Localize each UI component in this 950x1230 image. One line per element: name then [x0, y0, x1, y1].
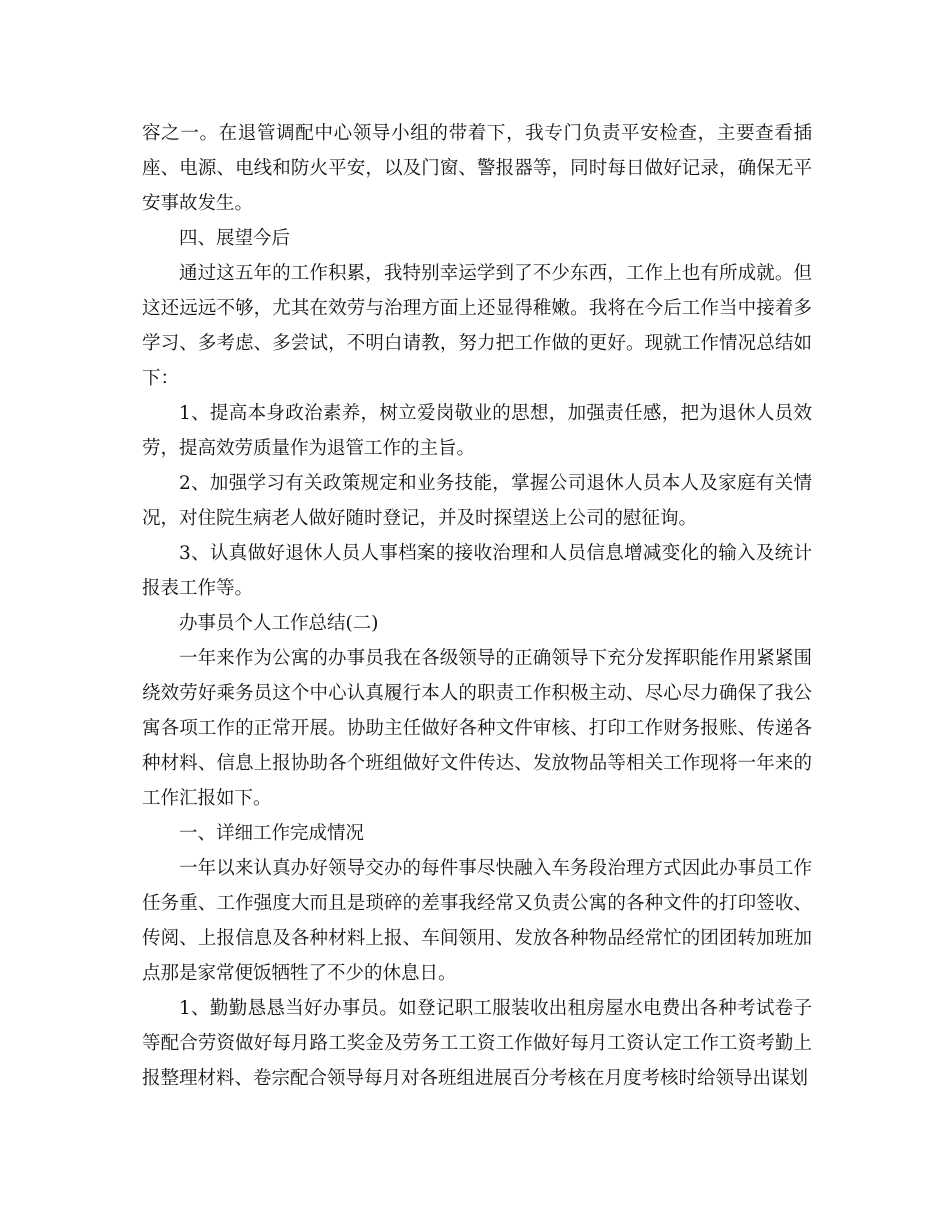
- paragraph-10: 一年以来认真办好领导交办的每件事尽快融入车务段治理方式因此办事员工作任务重、工作强度大而且是琐碎的差事我经常又负责公寓的各种文件的打印签收、传阅、上报信息及各种材料上报、车间领用、发放各种物品经常忙的团团转加班加点那是家常便饭牺牲了不少的休息日。: [142, 858, 812, 984]
- section-heading-work-status: 一、详细工作完成情况: [179, 823, 365, 844]
- paragraph-11: 1、勤勤恳恳当好办事员。如登记职工服装收出租房屋水电费出各种考试卷子等配合劳资做好每月路工奖金及劳务工工资工作做好每月工资认定工作工资考勤上报整理材料、卷宗配合领导每月对各班组进展百分考核在月度考核时给领导出谋划: [142, 998, 812, 1089]
- list-item-1: 1、提高本身政治素养，树立爱岗敬业的思想，加强责任感，把为退休人员效劳，提高效劳质量作为退管工作的主旨。: [142, 403, 812, 459]
- paragraph-8: 一年来作为公寓的办事员我在各级领导的正确领导下充分发挥职能作用紧紧围绕效劳好乘务员这个中心认真履行本人的职责工作积极主动、尽心尽力确保了我公寓各项工作的正常开展。协助主任做好各种文件审核、打印工作财务报账、传递各种材料、信息上报协助各个班组做好文件传达、发放物品等相关工作现将一年来的工作汇报如下。: [142, 648, 812, 809]
- document-body: [142, 116, 812, 1096]
- list-item-2: 2、加强学习有关政策规定和业务技能，掌握公司退休人员本人及家庭有关情况，对住院生病老人做好随时登记，并及时探望送上公司的慰征询。: [142, 473, 812, 529]
- paragraph-3: 通过这五年的工作积累，我特别幸运学到了不少东西，工作上也有所成就。但这还远远不够，尤其在效劳与治理方面上还显得稚嫩。我将在今后工作当中接着多学习、多考虑、多尝试，不明白请教，努力把工作做的更好。现就工作情况总结如下：: [142, 263, 812, 389]
- document-subtitle: 办事员个人工作总结(二): [179, 613, 379, 634]
- list-item-3: 3、认真做好退休人员人事档案的接收治理和人员信息增减变化的输入及统计报表工作等。: [142, 543, 812, 599]
- paragraph-1: 容之一。在退管调配中心领导小组的带着下，我专门负责平安检查，主要查看插座、电源、电线和防火平安，以及门窗、警报器等，同时每日做好记录，确保无平安事故发生。: [142, 123, 812, 214]
- section-heading-outlook: 四、展望今后: [179, 228, 291, 249]
